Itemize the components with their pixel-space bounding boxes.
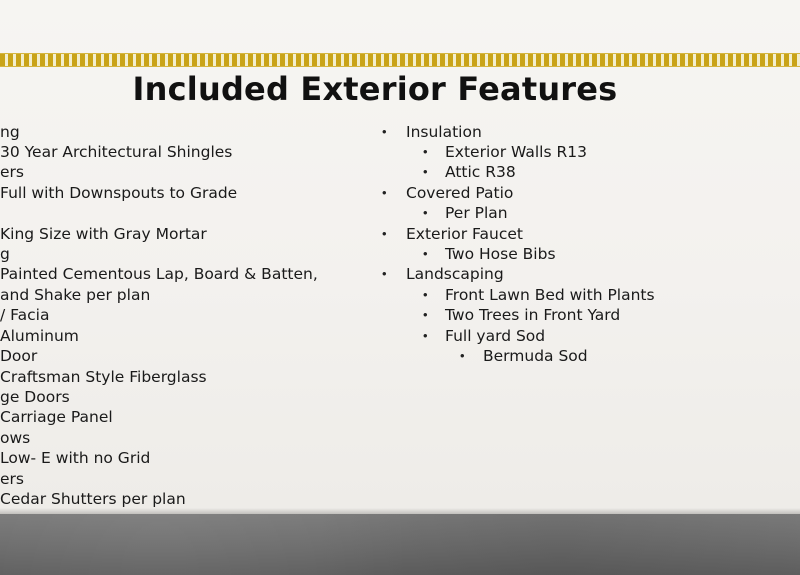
bullet-icon: • [423,287,428,302]
left-item: Low- E with no Grid [0,449,151,467]
left-item: Aluminum [0,327,79,345]
left-item: King Size with Gray Mortar [0,225,207,243]
right-subitem: Full yard Sod [445,327,546,345]
left-item: Carriage Panel [0,408,113,426]
right-subitem: Per Plan [445,204,508,222]
left-item: Cedar Shutters per plan [0,490,186,508]
right-subitem: Two Hose Bibs [445,245,556,263]
bullet-icon: • [382,124,387,139]
bullet-icon: • [423,144,428,159]
right-item: Exterior Faucet [406,225,523,243]
right-item: Landscaping [406,265,504,283]
bullet-icon: • [382,266,387,281]
left-item: ers [0,470,24,488]
left-item: 30 Year Architectural Shingles [0,143,233,161]
slide-title: Included Exterior Features [132,70,618,108]
bullet-icon: • [382,185,387,200]
bullet-icon: • [382,226,387,241]
bullet-icon: • [460,348,465,363]
left-item: g [0,245,10,263]
left-item: ng [0,123,20,141]
left-item: Painted Cementous Lap, Board & Batten, [0,265,318,283]
left-item: Door [0,347,38,365]
decorative-stripe [0,53,800,67]
left-item: / Facia [0,306,50,324]
bullet-icon: • [423,246,428,261]
bullet-icon: • [423,164,428,179]
right-subitem: Two Trees in Front Yard [445,306,621,324]
right-subsubitem: Bermuda Sod [483,347,588,365]
left-item: Full with Downspouts to Grade [0,184,238,202]
bullet-icon: • [423,328,428,343]
left-item: ows [0,429,31,447]
left-item: and Shake per plan [0,286,151,304]
bullet-icon: • [423,205,428,220]
bullet-icon: • [423,307,428,322]
left-item: ge Doors [0,388,70,406]
right-subitem: Exterior Walls R13 [445,143,587,161]
right-subitem: Front Lawn Bed with Plants [445,286,655,304]
right-item: Insulation [406,123,482,141]
left-item: Craftsman Style Fiberglass [0,368,207,386]
right-item: Covered Patio [406,184,514,202]
concrete-floor [0,514,800,575]
right-subitem: Attic R38 [445,163,516,181]
left-item: ers [0,163,24,181]
